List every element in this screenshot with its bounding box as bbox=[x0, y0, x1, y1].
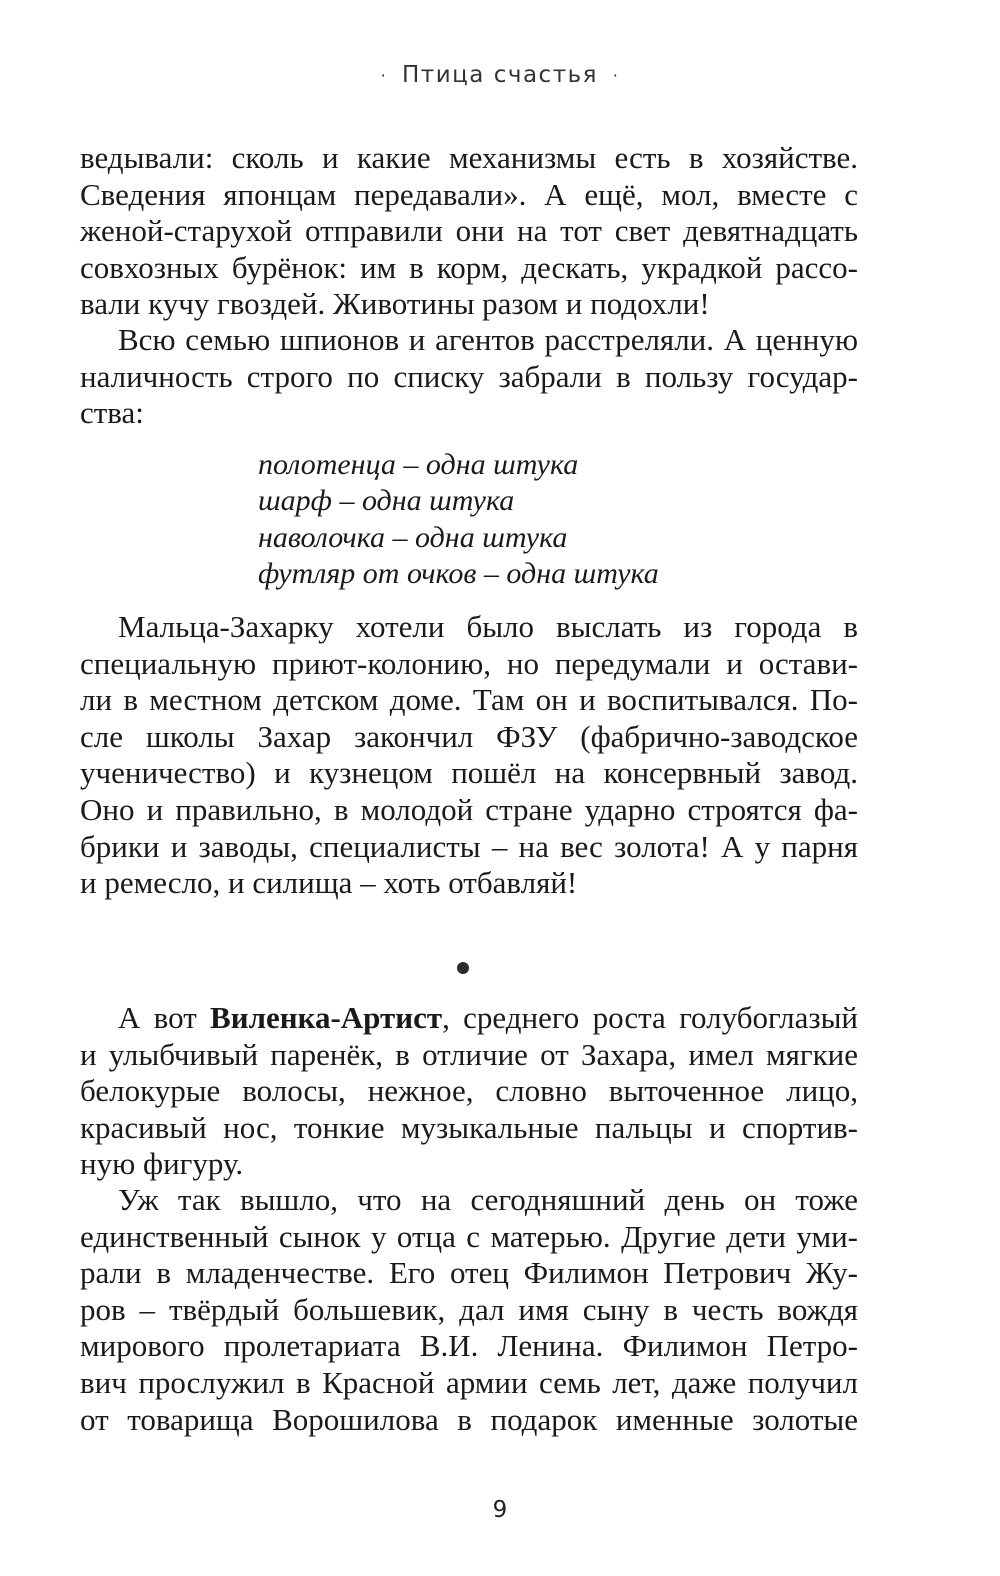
text-line: ную фигуру. bbox=[80, 1146, 244, 1182]
character-name: Виленка-Артист bbox=[210, 1000, 443, 1035]
inventory-item: футляр от очков – одна штука bbox=[258, 557, 659, 591]
text-line: женой-старухой отправили они на тот свет девятнадцать bbox=[80, 213, 858, 249]
text-line: вич прослужил в Красной армии семь лет, даже получил bbox=[80, 1364, 858, 1400]
paragraph-1 bbox=[80, 140, 858, 323]
text-line: красивый нос, тонкие музыкальные пальцы и спортив- bbox=[80, 1109, 858, 1145]
header-bullet-left: · bbox=[380, 66, 388, 85]
text-line: наличность строго по списку забрали в пользу государ- bbox=[80, 358, 858, 394]
paragraph-3 bbox=[80, 609, 858, 902]
header-bullet-right: · bbox=[612, 66, 620, 85]
paragraph-4 bbox=[80, 1000, 858, 1183]
section-separator-dot bbox=[457, 962, 469, 974]
text-line: вали кучу гвоздей. Животины разом и подохли! bbox=[80, 286, 710, 322]
inventory-item: полотенца – одна штука bbox=[258, 448, 579, 481]
running-head-title: Птица счастья bbox=[402, 62, 598, 88]
text-line: Уж так вышло, что на сегодняшний день он тоже bbox=[118, 1182, 858, 1217]
running-head bbox=[0, 62, 1000, 88]
text-line: единственный сынок у отца с матерью. Другие дети уми- bbox=[80, 1218, 858, 1254]
inventory-item: наволочка – одна штука bbox=[258, 520, 568, 554]
text-line: Оно и правильно, в молодой стране ударно строятся фа- bbox=[80, 791, 858, 827]
text-line: сле школы Захар закончил ФЗУ (фабрично-заводское bbox=[80, 718, 858, 754]
text-run: , среднего роста голубоглазый bbox=[442, 1000, 858, 1035]
text-line: Всю семью шпионов и агентов расстреляли. А ценную bbox=[118, 322, 858, 357]
text-line: ров – твёрдый большевик, дал имя сыну в честь вождя bbox=[80, 1291, 858, 1327]
text-line: и улыбчивый паренёк, в отличие от Захара, имел мягкие bbox=[80, 1036, 858, 1072]
text-line: совхозных бурёнок: им в корм, дескать, украдкой рассо- bbox=[80, 249, 858, 285]
text-line: ли в местном детском доме. Там он и воспитывался. По- bbox=[80, 682, 858, 718]
paragraph-2 bbox=[80, 322, 858, 432]
text-line: Мальца-Захарку хотели было выслать из города в bbox=[118, 609, 858, 644]
text-line: брики и заводы, специалисты – на вес золота! А у парня bbox=[80, 828, 858, 864]
inventory-item: шарф – одна штука bbox=[258, 484, 515, 518]
text-line: ства: bbox=[80, 395, 144, 431]
inventory-list bbox=[258, 447, 659, 593]
text-line: белокурые волосы, нежное, словно выточенное лицо, bbox=[80, 1073, 858, 1109]
text-line: специальную приют-колонию, но передумали и остави- bbox=[80, 645, 858, 681]
text-run: А вот bbox=[118, 1000, 211, 1035]
text-line bbox=[80, 1000, 858, 1037]
text-line: рали в младенчестве. Его отец Филимон Петрович Жу- bbox=[80, 1255, 858, 1291]
text-line: от товарища Ворошилова в подарок именные золотые bbox=[80, 1401, 858, 1437]
text-line: мирового пролетариата В.И. Ленина. Филимон Петро- bbox=[80, 1328, 858, 1364]
text-line: ведывали: сколь и какие механизмы есть в хозяйстве. bbox=[80, 140, 858, 175]
paragraph-5 bbox=[80, 1182, 858, 1438]
text-line: ученичество) и кузнецом пошёл на консервный завод. bbox=[80, 755, 858, 791]
page-number: 9 bbox=[492, 1497, 508, 1523]
text-line: и ремесло, и силища – хоть отбавляй! bbox=[80, 865, 578, 901]
text-line: Сведения японцам передавали». А ещё, мол, вместе с bbox=[80, 176, 858, 212]
